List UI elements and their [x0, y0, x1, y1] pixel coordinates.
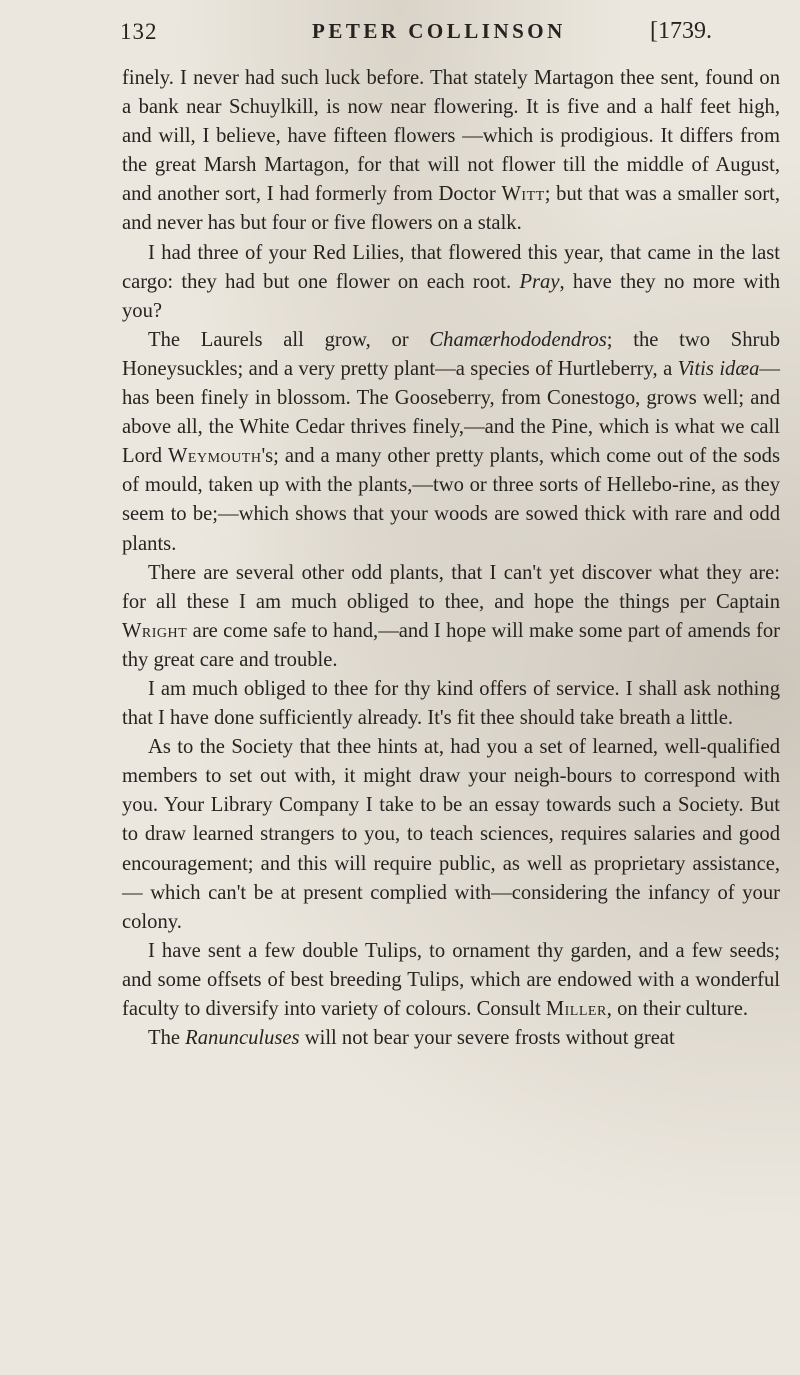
- italic-text: Chamærhododendros: [429, 328, 607, 351]
- text-run: , have they no more with you?: [122, 270, 780, 322]
- text-run: finely. I never had such luck before. That stately Martagon thee sent, found on a bank near Schuylkill, is now near flowering. It is five and a half feet high, and will, I believe, have fifteen flowers —which is prodigious. It differs from the great Marsh Martagon, for that will not flower till the middle of August, and another sort, I had formerly from Doctor: [122, 67, 780, 206]
- text-run: The: [148, 1027, 186, 1050]
- paragraph: [122, 675, 780, 733]
- paragraph: [122, 64, 780, 239]
- text-run: I had three of your Red Lilies, that flowered this year, that came in the last cargo: they had but one flower on each root.: [122, 241, 780, 293]
- text-run: , on their culture.: [606, 998, 749, 1020]
- paragraph: [122, 239, 780, 326]
- text-run: I have sent a few double Tulips, to ornament thy garden, and a few seeds; and some offsets of best breeding Tulips, which are endowed with a wonderful faculty to diversify into variety of colours. Consult: [122, 939, 780, 1020]
- paragraph: [122, 733, 780, 937]
- text-run: The Laurels all grow, or: [148, 328, 430, 351]
- text-run: —has been finely in blossom. The Gooseberry, from Conestogo, grows well; and above all, the White Cedar thrives finely,—and the Pine, which is what we call Lord: [122, 357, 780, 468]
- letter-body: [122, 64, 780, 1053]
- italic-text: Pray: [519, 270, 560, 293]
- text-run: As to the Society that thee hints at, had you a set of learned, well-qualified members to set out with, it might draw your neigh-bours to correspond with you. Your Library Company I take to be an essay towards such a Society. But to draw learned strangers to you, to teach sciences, requires salaries and good encouragement; and this will require public, as well as proprietary assistance,— which can't be at present complied with—considering the infancy of your colony.: [122, 736, 780, 933]
- small-caps-name: Weymouth: [168, 445, 262, 468]
- running-title: PETER COLLINSON: [312, 19, 566, 43]
- paragraph: [122, 937, 780, 1024]
- text-run: will not bear your severe frosts without great: [299, 1027, 675, 1050]
- italic-text: Ranunculuses: [185, 1027, 300, 1050]
- page-header: [0, 15, 800, 45]
- paragraph: [122, 559, 780, 675]
- small-caps-name: Witt: [501, 183, 545, 206]
- text-run: are come safe to hand,—and I hope will make some part of amends for thy great care and trouble.: [122, 619, 780, 671]
- small-caps-name: Wright: [122, 619, 188, 642]
- page-number: 132: [120, 19, 158, 44]
- paragraph: [122, 1024, 780, 1053]
- text-run: ; the two Shrub Honeysuckles; and a very pretty plant—a species of Hurtleberry, a: [122, 328, 780, 380]
- header-year: [1739.: [650, 18, 712, 44]
- paragraph: [122, 326, 780, 559]
- text-run: 's; and a many other pretty plants, which come out of the sods of mould, taken up with the plants,—two or three sorts of Hellebo-rine, as they seem to be;—which shows that your woods are sowed thick with rare and odd plants.: [122, 445, 780, 555]
- text-run: There are several other odd plants, that I can't yet discover what they are: for all these I am much obliged to thee, and hope the things per Captain: [122, 561, 780, 613]
- small-caps-name: Miller: [545, 998, 607, 1020]
- text-run: ; but that was a smaller sort, and never has but four or five flowers on a stalk.: [122, 183, 780, 235]
- text-run: I am much obliged to thee for thy kind offers of service. I shall ask nothing that I have done sufficiently already. It's fit thee should take breath a little.: [122, 677, 780, 730]
- italic-text: Vitis idæa: [677, 357, 760, 380]
